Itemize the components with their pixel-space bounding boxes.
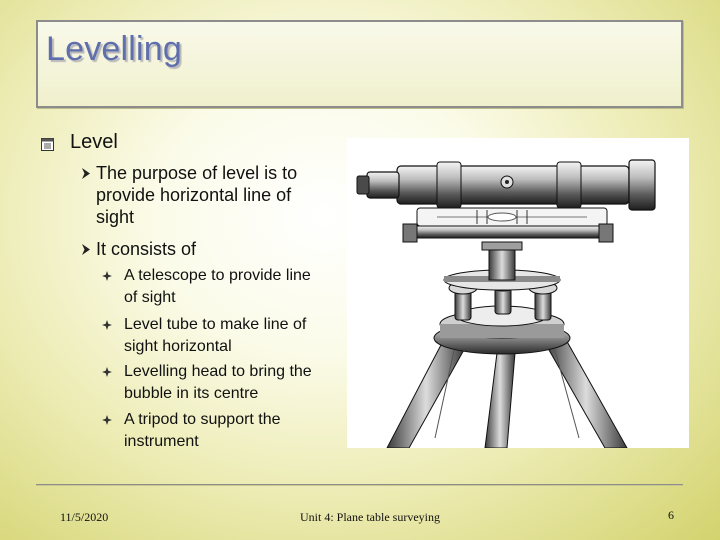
- point-purpose-line-2: provide horizontal line of: [96, 185, 292, 205]
- component-levelling-head: [124, 361, 312, 405]
- diamond-icon: [102, 415, 112, 425]
- component-telescope-line-1: A telescope to provide line: [124, 267, 311, 284]
- slide-title: Levelling: [46, 30, 183, 68]
- diamond-icon: [102, 320, 112, 330]
- title-box: [36, 20, 683, 108]
- component-levelling-head-line-2: bubble in its centre: [124, 385, 259, 402]
- dumpy-level-illustration: [347, 138, 689, 448]
- footer-divider: [36, 484, 683, 485]
- component-tripod-line-2: instrument: [124, 433, 199, 450]
- component-levelling-head-line-1: Levelling head to bring the: [124, 363, 312, 380]
- arrowhead-icon: [82, 168, 90, 179]
- component-tripod: [124, 409, 281, 453]
- component-level-tube: [124, 314, 306, 358]
- point-purpose: [96, 162, 297, 228]
- diamond-icon: [102, 367, 112, 377]
- component-level-tube-line-1: Level tube to make line of: [124, 316, 307, 333]
- component-tripod-line-1: A tripod to support the: [124, 411, 281, 428]
- heading-level: Level: [70, 131, 118, 153]
- point-consists: It consists of: [96, 239, 197, 259]
- point-purpose-line-3: sight: [96, 207, 135, 227]
- page-number: 6: [668, 508, 674, 522]
- footer-date: 11/5/2020: [60, 510, 109, 524]
- component-telescope-line-2: of sight: [124, 289, 176, 306]
- component-level-tube-line-2: sight horizontal: [124, 338, 232, 355]
- footer-title: Unit 4: Plane table surveying: [300, 510, 440, 524]
- point-purpose-line-1: The purpose of level is to: [96, 163, 298, 183]
- arrowhead-icon: [82, 244, 90, 255]
- window-icon: [41, 138, 54, 151]
- diamond-icon: [102, 271, 112, 281]
- component-telescope: [124, 265, 311, 309]
